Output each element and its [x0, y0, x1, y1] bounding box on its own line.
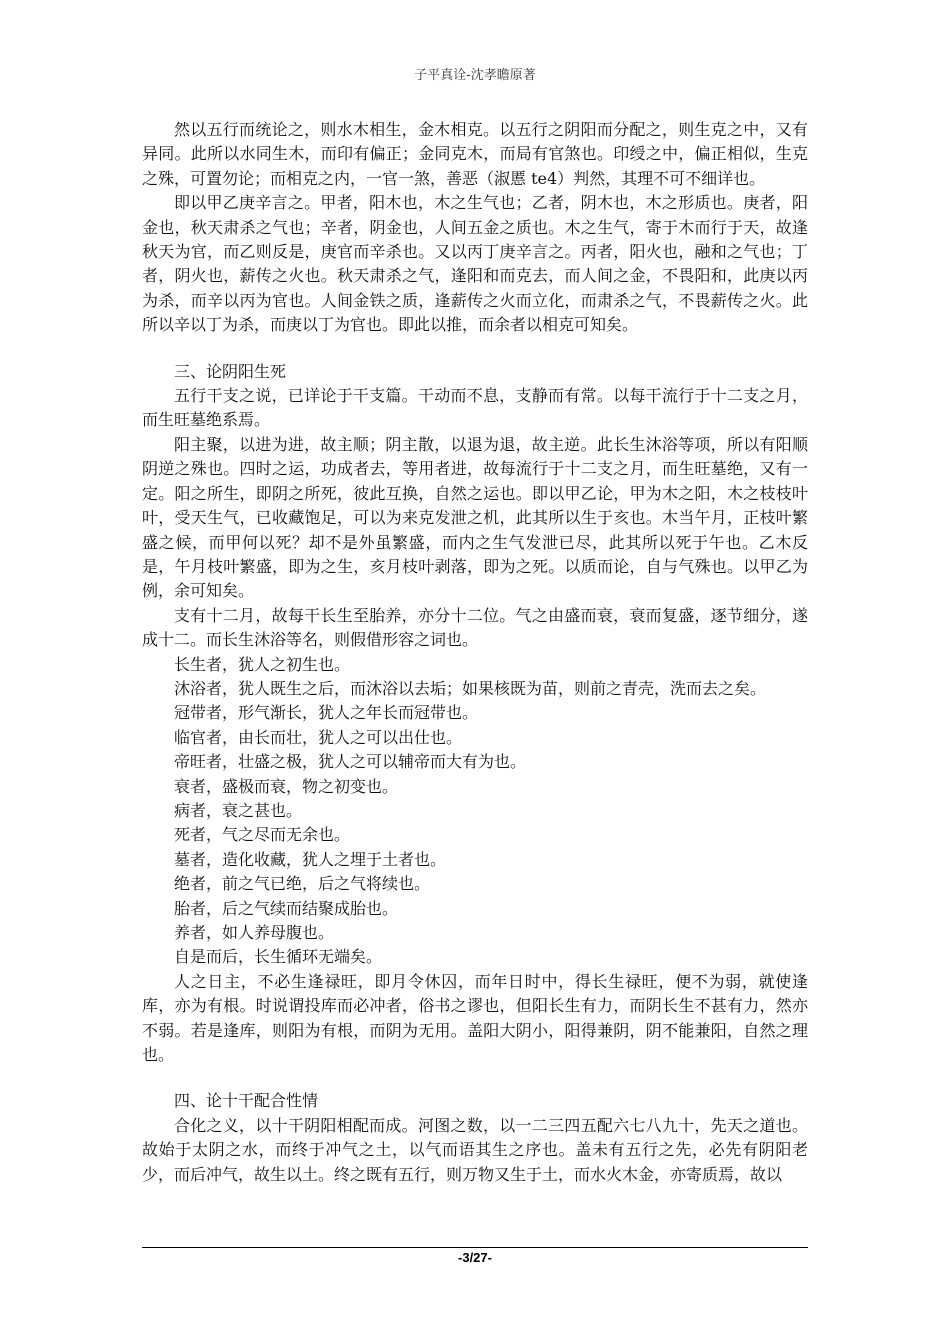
running-header: 子平真诠-沈孝瞻原著 [414, 68, 536, 83]
stage-yang: 养者，如人养母腹也。 [174, 923, 335, 942]
stage-guandai: 冠带者，形气渐长，犹人之年长而冠带也。 [174, 703, 479, 723]
stage-jue: 绝者，前之气已绝，后之气将续也。 [174, 874, 431, 894]
paragraph-combination: 合化之义，以十干阴阳相配而成。河图之数，以一二三四五配六七八九十，先天之道也。故始于太阴之水，而终于冲气之土，以气而语其生之序也。盖未有五行之先，必先有阴阳老少，而后冲气，故生以土。终之既有五行，则万物又生于土，而水火木金，亦寄质焉，故以 [142, 1115, 808, 1184]
paragraph-day-master: 人之日主，不必生逢禄旺，即月令休囚，而年日时中，得长生禄旺，便不为弱，就使逢库，亦为有根。时说谓投库而必冲者，俗书之谬也，但阳长生有力，而阴长生不甚有力，然亦不弱。若是逢库，则阳为有根，而阴为无用。盖阳大阴小，阳得兼阴，阴不能兼阳，自然之理也。 [142, 971, 808, 1065]
paragraph-jia-yi-geng-xin: 即以甲乙庚辛言之。甲者，阳木也，木之生气也；乙者，阴木也，木之形质也。庚者，阳金也，秋天肃杀之气也；辛者，阴金也，人间五金之质也。木之生气，寄于木而行于天，故逢秋天为官，而乙则反是，庚官而辛杀也。又以丙丁庚辛言之。丙者，阳火也，融和之气也；丁者，阴火也，薪传之火也。秋天肃杀之气，逢阳和而克去，而人间之金，不畏阳和，此庚以丙为杀，而辛以丙为官也。人间金铁之质，逢薪传之火而立化，而肃杀之气，不畏薪传之火。此所以辛以丁为杀，而庚以丁为官也。即此以推，而余者以相克可知矣。 [142, 193, 808, 335]
paragraph-wood-metal: 然以五行而统论之，则水木相生，金木相克。以五行之阴阳而分配之，则生克之中，又有异同。此所以水同生木，而印有偏正；金同克木，而局有官煞也。印绶之中，偏正相似，生克之殊，可置勿论；而相克之内，一官一煞，善恶（淑慝 te4）判然，其理不可不细详也。 [142, 120, 808, 188]
stage-changsheng: 长生者，犹人之初生也。 [174, 654, 351, 674]
paragraph-yang-yin-order: 阳主聚，以进为进，故主顺；阴主散，以退为退，故主逆。此长生沐浴等项，所以有阳顺阴逆之殊也。四时之运，功成者去，等用者进，故每流行于十二支之月，而生旺墓绝，又有一定。阳之所生，即阴之所死，彼此互换，自然之运也。即以甲乙论，甲为木之阳，木之枝枝叶叶，受天生气，已收藏饱足，可以为来克发泄之机，此其所以生于亥也。木当午月，正枝叶繁盛之候，而甲何以死？却不是外虽繁盛，而内之生气发泄已尽，此其所以死于午也。乙木反是，午月枝叶繁盛，即为之生，亥月枝叶剥落，即为之死。以质而论，自与气殊也。以甲乙为例，余可知矣。 [142, 434, 808, 601]
section-heading-yin-yang-life-death: 三、论阴阳生死 [174, 361, 287, 381]
stage-bing: 病者，衰之甚也。 [174, 800, 303, 820]
stage-tai: 胎者，后之气续而结聚成胎也。 [174, 898, 399, 918]
page-body [142, 118, 808, 1187]
page-number: -3/27- [458, 1250, 492, 1265]
stage-linguan: 临官者，由长而壮，犹人之可以出仕也。 [174, 727, 463, 747]
stage-si: 死者，气之尽而无余也。 [174, 825, 351, 845]
stage-shuai: 衰者，盛极而衰，物之初变也。 [174, 776, 399, 796]
stage-diwang: 帝旺者，壮盛之极，犹人之可以辅帝而大有为也。 [174, 752, 527, 772]
paragraph-stems-branches: 五行干支之说，已详论于干支篇。干动而不息，支静而有常。以每干流行于十二支之月，而生旺墓绝系焉。 [142, 386, 808, 430]
footer-rule [142, 1247, 808, 1248]
paragraph-twelve-stages: 支有十二月，故每干长生至胎养，亦分十二位。气之由盛而衰，衰而复盛，逐节细分，遂成十二。而长生沐浴等名，则假借形容之词也。 [142, 605, 808, 650]
stage-muyu: 沐浴者，犹人既生之后，而沐浴以去垢；如果核既为苗，则前之青壳，洗而去之矣。 [174, 678, 767, 698]
stage-mu: 墓者，造化收藏，犹人之埋于土者也。 [174, 849, 447, 869]
section-heading-ten-stems-combination: 四、论十干配合性情 [174, 1091, 319, 1111]
stage-cycle: 自是而后，长生循环无端矣。 [174, 947, 383, 967]
